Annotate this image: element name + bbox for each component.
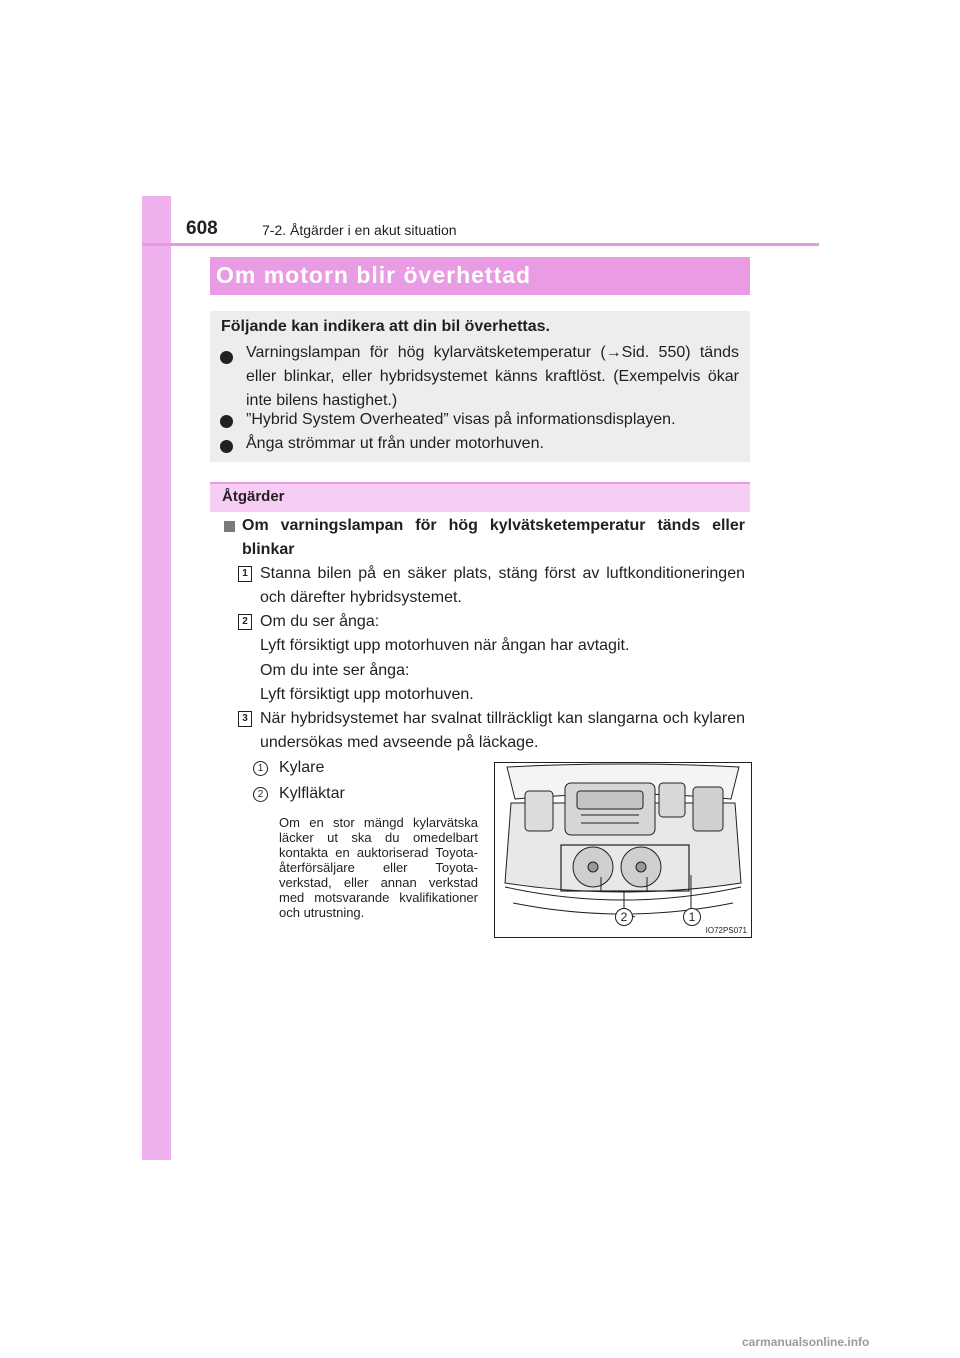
legend-label-cooling-fans: Kylfläktar — [279, 785, 345, 802]
watermark: carmanualsonline.info — [742, 1335, 870, 1349]
step-number-badge: 1 — [238, 566, 252, 582]
figure-callout-1: 1 — [683, 908, 701, 926]
step-2-line-2: Lyft försiktigt upp motorhuven när ångan har avtagit. — [260, 637, 630, 654]
warning-signs-heading: Följande kan indikera att din bil överhettas. — [221, 318, 550, 335]
legend-number-2: 2 — [253, 787, 268, 802]
leak-note: Om en stor mängd kylarvätska läcker ut ska du omedelbart kontakta en auktoriserad Toyota-återförsäljare eller Toyota-verkstad, eller annan verkstad med motsvarande kvalifikationer och utrustning. — [279, 815, 478, 920]
warning-bullet-2: ”Hybrid System Overheated” visas på informationsdisplayen. — [246, 411, 676, 428]
subsection-heading: Om varningslampan för hög kylvätsketemperatur tänds eller blinkar — [242, 517, 745, 558]
figure-callout-2: 2 — [615, 908, 633, 926]
step-2-line-1: Om du ser ånga: — [260, 613, 380, 630]
step-number-badge: 3 — [238, 711, 252, 727]
bullet-dot-icon — [220, 351, 233, 364]
bullet-dot-icon — [220, 415, 233, 428]
page-number: 608 — [186, 218, 218, 239]
warning-bullet-1: Varningslampan för hög kylarvätsketemperatur (→Sid. 550) tänds eller blinkar, eller hybridsystemet känns kraftlöst. (Exempelvis ökar inte bilens hastighet.) — [246, 344, 739, 409]
header-divider — [142, 243, 819, 246]
figure-code: IO72PS071 — [705, 926, 747, 935]
warning-bullet-3: Ånga strömmar ut från under motorhuven. — [246, 435, 544, 452]
page-title-bar — [210, 257, 750, 295]
legend-label-radiator: Kylare — [279, 759, 325, 776]
step-3-text: När hybridsystemet har svalnat tillräckligt kan slangarna och kylaren undersökas med avseende på läckage. — [260, 710, 745, 751]
warning-signs-box — [210, 311, 750, 462]
bullet-dot-icon — [220, 440, 233, 453]
page-title: Om motorn blir överhettad — [216, 262, 532, 288]
actions-header — [210, 482, 750, 512]
square-bullet-icon — [224, 521, 235, 532]
step-2-line-3: Om du inte ser ånga: — [260, 662, 410, 679]
legend-number-1: 1 — [253, 761, 268, 776]
actions-heading: Åtgärder — [222, 488, 285, 505]
engine-bay-figure — [494, 762, 752, 938]
chapter-sidebar-tab — [142, 196, 171, 1160]
step-2-line-4: Lyft försiktigt upp motorhuven. — [260, 686, 474, 703]
section-label: 7-2. Åtgärder i en akut situation — [262, 222, 457, 238]
step-number-badge: 2 — [238, 614, 252, 630]
step-1-text: Stanna bilen på en säker plats, stäng först av luftkonditioneringen och därefter hybridsystemet. — [260, 565, 745, 606]
